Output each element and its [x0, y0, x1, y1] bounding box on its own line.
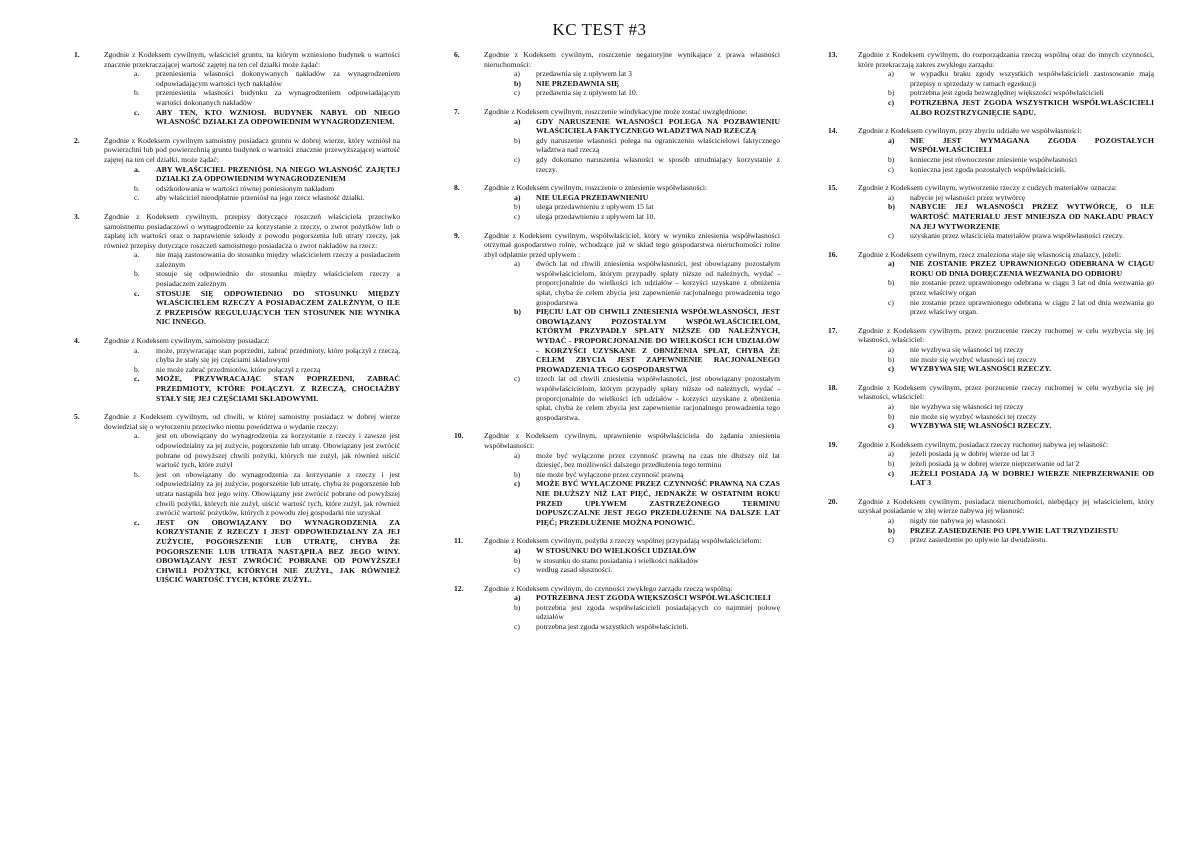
answer-option [888, 535, 1154, 545]
question-number: 9. [454, 230, 460, 240]
question-number: 14. [828, 126, 838, 136]
option-text: PIĘCIU LAT OD CHWILI ZNIESIENIA WSPÓŁWŁASNOŚCI, JEST OBOWIĄZANY POZOSTAŁYM WSPÓŁWŁAŚCICIELOM, KTÓRYM PRZYPADŁY SPŁATY NIŻSZE OD NALEŻNYCH, WYDAĆ - PROPORCJONALNIE DO WIELKOŚCI ICH UDZIAŁÓW - KORZYŚCI UZYSKANE Z OBNIŻENIA SPŁAT, CHYBA ŻE CELEM ZBYCIA JEST ZAPEWNIENIE RACJONALNEGO PROWADZENIA TEGO GOSPODARSTWA [536, 307, 780, 374]
option-letter: c. [134, 288, 140, 298]
question-number: 8. [454, 183, 460, 193]
question [824, 326, 1154, 374]
option-letter: b) [514, 602, 521, 612]
question-text: Zgodnie z Kodeksem cywilnym, do czynności zwykłego zarządu rzeczą wspólną: [484, 583, 733, 593]
option-text: nie może się wyzbyć własności tej rzeczy [910, 411, 1037, 421]
option-text: w stosunku do stanu posiadania i wielkości nakładów [536, 555, 699, 565]
answer-option [134, 365, 400, 375]
answer-option-correct [888, 259, 1154, 278]
option-text: MOŻE BYĆ WYŁĄCZONE PRZEZ CZYNNOŚĆ PRAWNĄ NA CZAS NIE DŁUŻSZY NIŻ LAT PIĘĆ, JEDNAKŻE W OSTATNIM ROKU PRZED UPŁYWEM ZASTRZEŻONEGO TERMINU DOPUSZCZALNE JEST JEGO PRZEDŁUŻENIE NA DALSZE LAT PIĘĆ; PRZEDŁUŻENIE MOŻNA PONOWIĆ. [536, 479, 780, 527]
answer-option [134, 269, 400, 288]
option-letter: b) [514, 307, 521, 317]
answer-option [514, 622, 780, 632]
answer-option [514, 155, 780, 174]
answer-option [888, 278, 1154, 297]
option-text: WYZBYWA SIĘ WŁASNOŚCI RZECZY. [910, 364, 1052, 374]
question [450, 50, 780, 98]
option-text: STOSUJE SIĘ ODPOWIEDNIO DO STOSUNKU MIĘDZY WŁAŚCICIELEM RZECZY A POSIADACZEM ZALEŻNYM, O ILE Z PRZEPISÓW REGULUJĄCYCH TEN STOSUNEK NIE WYNIKA NIC INNEGO. [156, 288, 400, 327]
option-text: przedawnia się z upływem lat 10. [536, 88, 638, 98]
option-letter: c) [888, 535, 894, 545]
question-number: 2. [74, 135, 80, 145]
option-letter: a) [888, 515, 894, 525]
answer-option [514, 212, 780, 222]
option-letter: c. [134, 193, 140, 203]
option-text: trzech lat od chwili zniesienia współwłasności, jest obowiązany pozostałym współwłaścicielom, którym przypadły spłaty niższe od należnych, wydać - proporcjonalnie do wielkości ich udziałów - korzyści uzyskane z obniżenia spłat, chyba że celem zbycia jest zapewnienie racjonalnego prowadzenia tego gospodarstwa. [536, 374, 780, 422]
option-text: nie zostanie przez uprawnionego odebrana w ciągu 2 lat od dnia wezwania go przez właściwy organ. [910, 297, 1154, 317]
option-letter: c) [514, 479, 521, 489]
option-text: dwóch lat od chwili zniesienia współwłasności, jest obowiązany pozostałym współwłaścicielom, którym przypadły spłaty niższe od należnych, wydać - proporcjonalnie do wielkości ich udziałów - korzyści uzyskane z obniżenia spłat, chyba że celem zbycia jest zapewnienie racjonalnego prowadzenia tego gospodarstwa [536, 259, 780, 307]
answer-option-correct [888, 136, 1154, 155]
option-text: ABY WŁAŚCICIEL PRZENIÓSŁ NA NIEGO WŁASNOŚĆ ZAJĘTEJ DZIAŁKI ZA ODPOWIEDNIM WYNAGRODZENIEM [156, 164, 400, 184]
option-letter: a) [514, 593, 521, 603]
question-number: 17. [828, 325, 838, 335]
answer-option [888, 412, 1154, 422]
option-letter: b. [134, 269, 140, 279]
option-text: nabycie jej własności przez wytwórcę [910, 192, 1026, 202]
option-letter: c) [514, 565, 520, 575]
option-text: odszkodowania w wartości równej poniesionym nakładom [156, 183, 335, 193]
option-letter: b. [134, 364, 140, 374]
option-letter: c. [134, 517, 140, 527]
answer-option-correct [134, 165, 400, 184]
option-text: jeżeli posiada ją w dobrej wierze nieprzerwanie od lat 2 [910, 458, 1080, 468]
question-number: 10. [454, 431, 464, 441]
option-letter: a. [134, 431, 140, 441]
answer-option [888, 355, 1154, 365]
option-letter: c. [134, 107, 140, 117]
option-letter: b) [888, 525, 895, 535]
answer-option [888, 231, 1154, 241]
question-number: 7. [454, 106, 460, 116]
option-letter: a) [514, 259, 520, 269]
question [824, 497, 1154, 545]
answer-option [514, 69, 780, 79]
option-letter: b) [514, 135, 521, 145]
option-text: JEŻELI POSIADA JĄ W DOBREJ WIERZE NIEPRZERWANIE OD LAT 3 [910, 468, 1154, 488]
option-text: gdy dokonano naruszenia własności w sposób utrudniający korzystanie z rzeczy. [536, 154, 780, 174]
option-letter: a) [514, 545, 521, 555]
option-text: JEST ON OBOWIĄZANY DO WYNAGRODZENIA ZA KORZYSTANIE Z RZECZY I JEST ODPOWIEDZIALNY ZA JEJ ZUŻYCIE, POGORSZENIE LUB UTRATĘ, CHYBA ŻE POGORSZENIE LUB UTRATA NASTĄPIŁA BEZ JEGO WINY. OBOWIĄZANY JEST ZWRÓCIĆ POBRANE OD POWYŻSZEJ CHWILI POŻYTKI, KTÓRYCH NIE ZUŻYŁ, JAK RÓWNIEŻ UIŚCIĆ WARTOŚĆ TYCH, KTÓRE ZUŻYŁ. [156, 517, 400, 585]
option-letter: c) [888, 364, 895, 374]
answer-option-correct [514, 193, 780, 203]
answer-option [888, 155, 1154, 165]
answer-option-correct [514, 479, 780, 527]
answer-option [134, 193, 400, 203]
answer-option-correct [514, 307, 780, 374]
option-letter: c) [888, 468, 895, 478]
question-text: Zgodnie z Kodeksem cywilnym, współwłaściciel, który w wyniku zniesienia współwłasności otrzymał gospodarstwo rolne, wchodzące już w skład tego gospodarstwa nieruchomości rolne zbył odpłatnie przed upływem : [484, 230, 780, 259]
option-text: nie może być wyłączone przez czynność prawną [536, 469, 684, 479]
question [450, 231, 780, 423]
question-text: Zgodnie z Kodeksem cywilnym, właściciel gruntu, na którym wzniesiono budynek o wartości znacznie przekraczającej wartość zajętej na ten cel działki może żądać: [104, 50, 400, 69]
question [450, 584, 780, 632]
answer-option [514, 565, 780, 575]
option-text: konieczne jest równoczesne zniesienie współwłasności [910, 154, 1078, 164]
answer-option [134, 431, 400, 469]
option-letter: c) [888, 297, 894, 307]
option-text: aby właściciel nieodpłatnie przeniósł na jego rzecz własność działki. [156, 193, 365, 203]
question [70, 212, 400, 327]
option-letter: c) [514, 374, 520, 384]
answer-option-correct [134, 518, 400, 585]
option-text: W STOSUNKU DO WIELKOŚCI UDZIAŁÓW [536, 545, 697, 555]
option-letter: a) [888, 259, 895, 269]
option-text: PRZEZ ZASIEDZENIE PO UPŁYWIE LAT TRZYDZIESTU [910, 525, 1119, 535]
option-letter: c) [514, 154, 520, 164]
option-letter: b) [888, 202, 895, 212]
question-number: 15. [828, 183, 838, 193]
answer-option-correct [514, 593, 780, 603]
option-text: może być wyłączone przez czynność prawną na czas nie dłuższy niż lat dziesięć, bez możliwości dalszego przedłużenia tego terminu [536, 450, 780, 470]
option-text: nie zostanie przez uprawnionego odebrana w ciągu 3 lat od dnia wezwania go przez właściwy organ [910, 278, 1154, 298]
option-text: POTRZEBNA JEST ZGODA WSZYSTKICH WSPÓŁWŁAŚCICIELI ALBO ROZSTRZYGNIĘCIE SĄDU. [910, 97, 1154, 117]
question-number: 4. [74, 336, 80, 346]
answer-option [888, 165, 1154, 175]
option-letter: b) [514, 202, 521, 212]
option-letter: c) [888, 164, 894, 174]
option-letter: a) [888, 449, 894, 459]
option-letter: b) [888, 88, 895, 98]
question-text: Zgodnie z Kodeksem cywilnym, pożytki z rzeczy wspólnej przypadają współwłaścicielom: [484, 536, 762, 546]
option-letter: b) [888, 458, 895, 468]
option-text: NABYCIE JEJ WŁASNOŚCI PRZEZ WYTWÓRCĘ, O ILE WARTOŚĆ MATERIAŁU JEST MNIEJSZA OD NAKŁADU PRACY NA JEJ WYTWORZENIE [910, 202, 1154, 231]
option-letter: a) [514, 450, 520, 460]
option-text: gdy naruszenie własności polega na ograniczeniu właścicielowi faktycznego władztwa nad rzeczą [536, 135, 780, 155]
option-text: potrzebna jest zgoda współwłaścicieli posiadających co najmniej połowę udziałów [536, 602, 780, 622]
option-text: NIE ZOSTANIE PRZEZ UPRAWNIONEGO ODEBRANA W CIĄGU ROKU OD DNIA DORĘCZENIA WEZWANIA DO ODBIORU [910, 259, 1154, 278]
option-text: przez zasiedzenie po upływie lat dwudziestu. [910, 535, 1048, 545]
option-text: przeniesienia własności budynku za wynagrodzeniem odpowiadającym wartości dokonanych nakładów [156, 88, 400, 107]
question [824, 50, 1154, 117]
option-text: jeżeli posiada ją w dobrej wierze od lat 3 [910, 449, 1035, 459]
option-letter: b) [514, 555, 521, 565]
option-text: ulega przedawnieniu z upływem 15 lat [536, 202, 654, 212]
question-text: Zgodnie z Kodeksem cywilnym, wytworzenie rzeczy z cudzych materiałów oznacza: [858, 183, 1117, 193]
option-text: nie może zabrać przedmiotów, które połączył z rzeczą [156, 364, 321, 374]
option-letter: a. [134, 345, 140, 355]
question-text: Zgodnie z Kodeksem cywilnym, samoistny posiadacz: [104, 336, 270, 346]
answer-option-correct [888, 469, 1154, 488]
answer-option [888, 459, 1154, 469]
question-text: Zgodnie z Kodeksem cywilnym, roszczenie windykacyjne może zostać uwzględnione: [484, 106, 748, 116]
answer-option [888, 345, 1154, 355]
option-letter: b) [888, 354, 895, 364]
answer-option [514, 202, 780, 212]
option-letter: a) [888, 69, 894, 79]
question-text: Zgodnie z Kodeksem cywilnym, posiadacz nieruchomości, niebędący jej właścicielem, który uzyskał posiadanie w złej wierze nabywa jej własność: [858, 496, 1154, 516]
answer-option [514, 603, 780, 622]
question-text: Zgodnie z Kodeksem cywilnym, uprawnienie współwłaściciela do żądania zniesienia współwłasności: [484, 431, 780, 450]
question-number: 16. [828, 249, 838, 259]
option-letter: c) [514, 88, 520, 98]
answer-option [888, 88, 1154, 98]
option-text: przeniesienia własności dokonywanych nakładów za wynagrodzeniem odpowiadającym wartości tych nakładów [156, 69, 400, 88]
option-text: nie mają zastosowania do stosunku między właścicielem rzeczy a posiadaczem zależnym [156, 250, 400, 269]
question-number: 12. [454, 583, 464, 593]
column-3 [824, 50, 1154, 554]
option-text: NIE JEST WYMAGANA ZGODA POZOSTAŁYCH WSPÓŁWŁAŚCICIELI [910, 135, 1154, 155]
answer-option [134, 88, 400, 107]
answer-option-correct [134, 374, 400, 403]
option-text: nie wyzbywa się własności tej rzeczy [910, 402, 1024, 411]
option-letter: b) [888, 278, 895, 288]
question-text: Zgodnie z Kodeksem cywilnym, do rozporządzania rzeczą wspólną oraz do innych czynności, które przekraczają zakres zwykłego zarządu: [858, 50, 1154, 69]
answer-option [514, 451, 780, 470]
option-text: potrzebna jest zgoda bezwzględnej większości współwłaścicieli [910, 88, 1104, 98]
answer-option [134, 69, 400, 88]
question [450, 183, 780, 221]
option-text: GDY NARUSZENIE WŁASNOŚCI POLEGA NA POZBAWIENIU WŁAŚCICIELA FAKTYCZNEGO WŁADZTWA NAD RZECZĄ [536, 116, 780, 136]
option-text: NIE ULEGA PRZEDAWNIENIU [536, 192, 649, 202]
answer-option [514, 470, 780, 480]
question [450, 431, 780, 527]
question-text: Zgodnie z Kodeksem cywilnym, roszczenie negatoryjne wynikające z prawa własności nieruchomości: [484, 50, 780, 69]
answer-option [134, 250, 400, 269]
option-letter: b. [134, 183, 140, 193]
question-number: 5. [74, 412, 80, 422]
question-number: 3. [74, 211, 80, 221]
question [70, 136, 400, 203]
answer-option-correct [134, 289, 400, 327]
question [450, 107, 780, 174]
option-letter: c) [888, 97, 895, 107]
option-text: według zasad słuszności. [536, 565, 613, 575]
option-letter: a. [134, 250, 140, 260]
answer-option [514, 259, 780, 307]
answer-option-correct [134, 108, 400, 127]
question-number: 1. [74, 50, 80, 59]
question-text: Zgodnie z Kodeksem cywilnym samoistny posiadacz gruntu w dobrej wierze, który wzniósł na powierzchni lub pod powierzchnią gruntu budynek o wartości znacznie przewyższającej wartość zajętej na ten cel działki, może żądać: [104, 135, 400, 164]
question-text: Zgodnie z Kodeksem cywilnym, przy zbyciu udziału we współwłasności: [858, 126, 1082, 136]
option-text: WYZBYWA SIĘ WŁASNOŚCI RZECZY. [910, 421, 1052, 431]
option-text: POTRZEBNA JEST ZGODA WIĘKSZOŚCI WSPÓŁWŁAŚCICIELI [536, 593, 771, 603]
option-text: MOŻE, PRZYWRACAJĄC STAN POPRZEDNI, ZABRAĆ PRZEDMIOTY, KTÓRE POŁĄCZYŁ Z RZECZĄ, CHOCIAŻBY STAŁY SIĘ JEJ CZĘŚCIAMI SKŁADOWYMI. [156, 374, 400, 403]
answer-option [888, 516, 1154, 526]
question [824, 440, 1154, 488]
option-text: nigdy nie nabywa jej własności [910, 515, 1006, 525]
option-letter: a. [134, 164, 140, 174]
option-text: jest on obowiązany do wynagrodzenia za korzystanie z rzeczy i jest odpowiedzialny za jej zużycie, pogorszenie lub utratę, chyba że pogorszenie lub utrata nastąpiła bez jego winy. Obowiązany jest zwrócić pobrane od powyższej chwili pożytki, których nie zużył, uiścić wartość tych, które zużył, jak również zwrócić wartość pożytków, których z powodu złej gospodarki nie uzyskał [156, 469, 400, 518]
question-text: Zgodnie z Kodeksem cywilnym, posiadacz rzeczy ruchomej nabywa jej własność: [858, 439, 1109, 449]
option-text: konieczna jest zgoda pozostałych współwłaścicieli. [910, 164, 1066, 174]
answer-option [134, 184, 400, 194]
question-text: Zgodnie z Kodeksem cywilnym, przepisy dotyczące roszczeń właściciela przeciwko samoistnemu posiadaczowi o wynagrodzenie za korzystanie z rzeczy, o zwrot pożytków lub o zapłatę ich wartości oraz o naprawienie szkody z powodu pogorszenia lub utraty rzeczy, jak również przepisy dotyczące roszczeń samoistnego posiadacza o zwrot nakładów na rzecz: [104, 211, 400, 250]
question [824, 250, 1154, 317]
option-letter: a) [888, 402, 894, 411]
option-text: jest on obowiązany do wynagrodzenia za korzystanie z rzeczy i zawsze jest odpowiedzialny za jej zużycie, pogorszenie lub utratę. Obowiązany jest zwrócić pobrane od powyższej chwili pożytki, których nie zużył, jak również uiścić wartość tych, które zużył [156, 431, 400, 470]
question [70, 50, 400, 127]
question-number: 11. [454, 536, 464, 546]
option-letter: c) [514, 622, 520, 632]
question-number: 18. [828, 382, 838, 392]
column-2 [450, 50, 780, 641]
answer-option-correct [514, 79, 780, 89]
answer-option-correct [888, 364, 1154, 374]
answer-option-correct [888, 98, 1154, 117]
option-text: nie wyzbywa się własności tej rzeczy [910, 345, 1024, 355]
question [824, 383, 1154, 431]
answer-option [888, 449, 1154, 459]
answer-option [514, 374, 780, 422]
question [70, 336, 400, 403]
question-number: 19. [828, 439, 838, 449]
answer-option [888, 298, 1154, 317]
question [450, 536, 780, 574]
answer-option [134, 470, 400, 518]
page-title: KC TEST #3 [552, 20, 647, 39]
option-letter: b) [888, 154, 895, 164]
answer-option-correct [888, 526, 1154, 536]
question-text: Zgodnie z Kodeksem cywilnym, roszczenie o zniesienie współwłasności: [484, 183, 708, 193]
option-text: nie może się wyzbyć własności tej rzeczy [910, 354, 1037, 364]
option-letter: b. [134, 469, 140, 479]
option-text: stosuje się odpowiednio do stosunku między właścicielem rzeczy a posiadaczem zależnym [156, 269, 400, 289]
option-letter: c. [134, 374, 140, 384]
option-text: NIE PRZEDAWNIA SIĘ [536, 78, 620, 88]
option-letter: a) [888, 135, 895, 145]
question-text: Zgodnie z Kodeksem cywilnym, od chwili, w której samoistny posiadacz w dobrej wierze dowiedział się o wytoczeniu przeciwko niemu powództwa o wydanie rzeczy: [104, 412, 400, 431]
answer-option [888, 69, 1154, 88]
answer-option-correct [888, 421, 1154, 431]
question [824, 126, 1154, 174]
question [70, 412, 400, 585]
option-letter: c) [888, 421, 895, 431]
option-letter: c) [888, 231, 894, 241]
option-text: ulega przedawnieniu z upływem lat 10. [536, 211, 656, 221]
option-text: potrzebna jest zgoda wszystkich współwłaścicieli. [536, 622, 689, 632]
option-letter: b. [134, 88, 140, 98]
option-text: może, przywracając stan poprzedni, zabrać przedmioty, które połączył z rzeczą, chyba że stały się jej częściami składowymi [156, 345, 400, 365]
option-letter: b) [514, 78, 521, 88]
option-letter: a) [888, 345, 894, 355]
answer-option [888, 193, 1154, 203]
answer-option-correct [514, 546, 780, 556]
answer-option [134, 346, 400, 365]
answer-option [888, 402, 1154, 412]
question [824, 183, 1154, 241]
answer-option [514, 136, 780, 155]
question-text: Zgodnie z Kodeksem cywilnym, rzecz znaleziona staje się własnością znalazcy, jeżeli: [858, 249, 1122, 259]
option-letter: a) [514, 116, 521, 126]
option-letter: b) [888, 411, 895, 421]
question-text: Zgodnie z Kodeksem cywilnym, przez porzucenie rzeczy ruchomej w celu wyzbycia się jej własności, właściciel: [858, 382, 1154, 402]
answer-option-correct [514, 117, 780, 136]
option-letter: b) [514, 469, 521, 479]
option-text: przedawnia się z upływem lat 3 [536, 69, 632, 79]
option-letter: a) [514, 69, 520, 79]
question-number: 20. [828, 496, 838, 506]
question-text: Zgodnie z Kodeksem cywilnym, przez porzucenie rzeczy ruchomej w celu wyzbycia się jej własności, właściciel: [858, 325, 1154, 345]
option-letter: a. [134, 69, 140, 79]
option-letter: a) [514, 192, 521, 202]
question-number: 13. [828, 50, 838, 59]
option-letter: a) [888, 192, 894, 202]
option-letter: c) [514, 211, 520, 221]
option-text: uzyskanie przez właściciela materiałów prawa współwłasności rzeczy. [910, 231, 1124, 241]
answer-option [514, 556, 780, 566]
answer-option [514, 88, 780, 98]
column-1 [70, 50, 400, 594]
question-number: 6. [454, 50, 460, 59]
answer-option-correct [888, 202, 1154, 231]
option-text: ABY TEN, KTO WZNIOSŁ BUDYNEK NABYŁ OD NIEGO WŁASNOŚĆ DZIAŁKI ZA ODPOWIEDNIM WYNAGRODZENIEM. [156, 107, 400, 127]
option-text: w wypadku braku zgody wszystkich współwłaścicieli zastosowanie mają przepisy o sprzedaży w ramach egzekucji [910, 69, 1154, 88]
